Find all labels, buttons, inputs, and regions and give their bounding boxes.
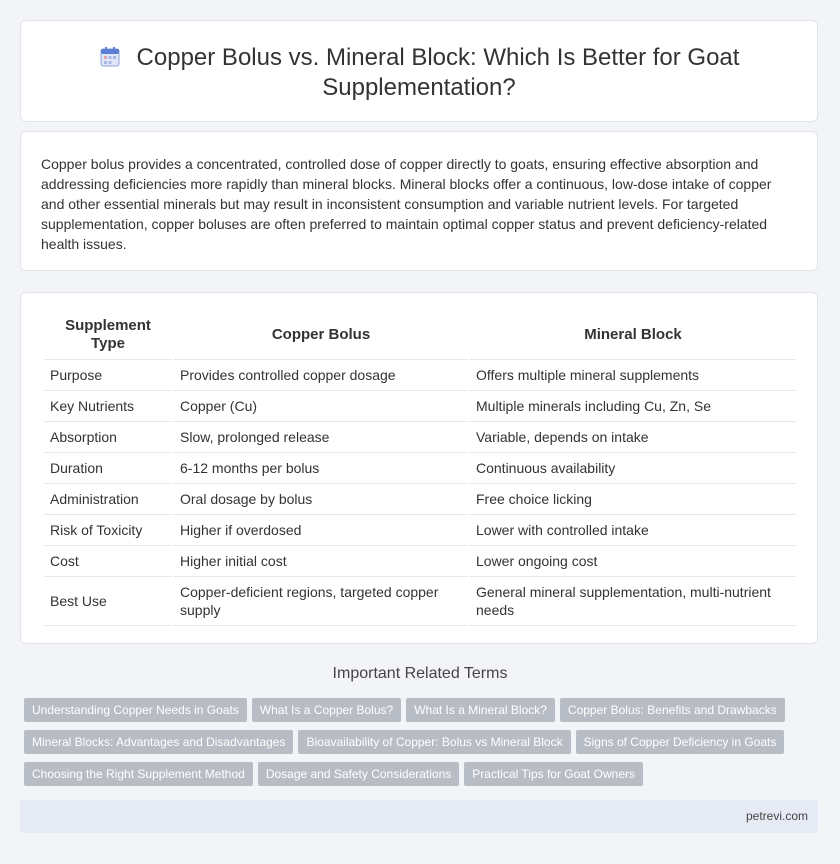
related-term-tag[interactable]: Mineral Blocks: Advantages and Disadvantages [24, 730, 293, 754]
copper-bolus-cell: 6-12 months per bolus [174, 453, 468, 484]
mineral-block-cell: Continuous availability [470, 453, 796, 484]
mineral-block-cell: Multiple minerals including Cu, Zn, Se [470, 391, 796, 422]
copper-bolus-cell: Oral dosage by bolus [174, 484, 468, 515]
page-title-wrap [21, 43, 817, 103]
copper-bolus-cell: Copper-deficient regions, targeted copper supply [174, 577, 468, 626]
tag-row [24, 762, 814, 794]
copper-bolus-cell: Provides controlled copper dosage [174, 360, 468, 391]
table-row [44, 360, 796, 391]
row-label: Best Use [44, 577, 172, 626]
row-label: Duration [44, 453, 172, 484]
related-term-tag[interactable]: What Is a Mineral Block? [406, 698, 555, 722]
related-terms-tags [24, 698, 814, 794]
table-row [44, 422, 796, 453]
row-label: Purpose [44, 360, 172, 391]
table-row [44, 484, 796, 515]
mineral-block-cell: Lower with controlled intake [470, 515, 796, 546]
mineral-block-cell: Offers multiple mineral supplements [470, 360, 796, 391]
copper-bolus-cell: Copper (Cu) [174, 391, 468, 422]
comparison-table [42, 313, 798, 626]
mineral-block-cell: General mineral supplementation, multi-nutrient needs [470, 577, 796, 626]
copper-bolus-cell: Higher initial cost [174, 546, 468, 577]
table-header-row [44, 313, 796, 360]
comparison-table-card [20, 292, 818, 644]
header-card [20, 20, 818, 122]
related-term-tag[interactable]: Signs of Copper Deficiency in Goats [576, 730, 785, 754]
table-row [44, 515, 796, 546]
table-row [44, 546, 796, 577]
related-term-tag[interactable]: What Is a Copper Bolus? [252, 698, 401, 722]
calendar-icon [99, 46, 121, 68]
related-term-tag[interactable]: Practical Tips for Goat Owners [464, 762, 643, 786]
table-row [44, 453, 796, 484]
mineral-block-cell: Lower ongoing cost [470, 546, 796, 577]
mineral-block-cell: Free choice licking [470, 484, 796, 515]
table-row [44, 577, 796, 626]
row-label: Absorption [44, 422, 172, 453]
row-label: Key Nutrients [44, 391, 172, 422]
related-term-tag[interactable]: Bioavailability of Copper: Bolus vs Mineral Block [298, 730, 570, 754]
copper-bolus-cell: Slow, prolonged release [174, 422, 468, 453]
summary-text: Copper bolus provides a concentrated, controlled dose of copper directly to goats, ensuring effective absorption and addressing deficiencies more rapidly than mineral blocks. Mineral blocks offer a continuous, low-dose intake of copper and other essential minerals but may result in inconsistent consumption and variable nutrient levels. For targeted supplementation, copper boluses are often preferred to maintain optimal copper status and prevent deficiency-related health issues. [41, 156, 772, 252]
header-copper-bolus: Copper Bolus [174, 313, 468, 360]
header-mineral-block: Mineral Block [470, 313, 796, 360]
related-term-tag[interactable]: Choosing the Right Supplement Method [24, 762, 253, 786]
related-terms-title: Important Related Terms [332, 665, 508, 682]
row-label: Cost [44, 546, 172, 577]
footer-bar [20, 800, 818, 833]
copper-bolus-cell: Higher if overdosed [174, 515, 468, 546]
page-title: Copper Bolus vs. Mineral Block: Which Is Better for Goat Supplementation? [136, 44, 740, 101]
summary-card [20, 131, 818, 271]
header-supplement-type: Supplement Type [44, 313, 172, 360]
mineral-block-cell: Variable, depends on intake [470, 422, 796, 453]
related-term-tag[interactable]: Dosage and Safety Considerations [258, 762, 459, 786]
tag-row [24, 698, 814, 730]
related-term-tag[interactable]: Understanding Copper Needs in Goats [24, 698, 247, 722]
row-label: Administration [44, 484, 172, 515]
related-term-tag[interactable]: Copper Bolus: Benefits and Drawbacks [560, 698, 785, 722]
tag-row [24, 730, 814, 762]
footer-site-link[interactable]: petrevi.com [745, 809, 808, 823]
row-label: Risk of Toxicity [44, 515, 172, 546]
table-row [44, 391, 796, 422]
